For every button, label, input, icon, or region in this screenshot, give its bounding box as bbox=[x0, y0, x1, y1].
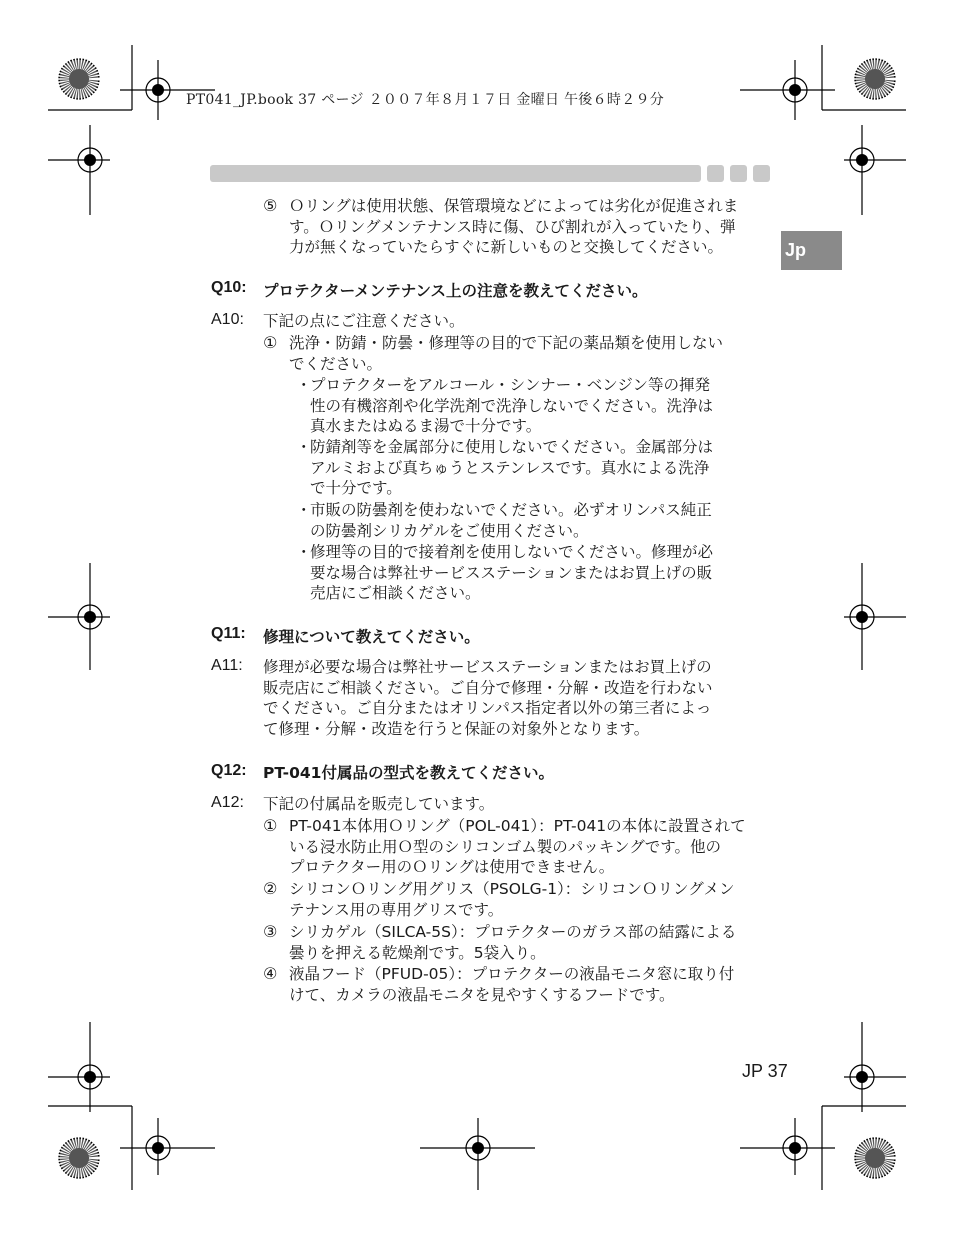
language-tab: Jp bbox=[781, 231, 842, 270]
item-number: ① bbox=[263, 816, 278, 835]
starburst-target-top-right bbox=[855, 59, 895, 99]
section-square bbox=[707, 165, 724, 182]
question-label: Q10: bbox=[211, 279, 247, 296]
question-text: PT-041付属品の型式を教えてください。 bbox=[263, 764, 554, 782]
paragraph: Ｏリングは使用状態、保管環境などによっては劣化が促進されま す。Ｏリングメンテナンス時に傷、ひび割れが入っていたり、弾 力が無くなっていたらすぐに新しいものと交換してください。 bbox=[289, 197, 739, 256]
answer-label: A10: bbox=[211, 311, 244, 328]
item-number: ② bbox=[263, 879, 278, 898]
bullet-item: ・ bbox=[296, 501, 312, 519]
bullet-text: 修理等の目的で接着剤を使用しないでください。修理が必 要な場合は弊社サービスステーションまたはお買上げの販 売店にご相談ください。 bbox=[310, 543, 714, 602]
question-text: プロテクターメンテナンス上の注意を教えてください。 bbox=[263, 282, 648, 300]
bullet-item: ・ bbox=[296, 543, 312, 561]
page-number: JP 37 bbox=[742, 1061, 788, 1081]
starburst-target-bottom-left bbox=[59, 1138, 99, 1178]
bullet-text: プロテクターをアルコール・シンナー・ベンジン等の揮発 性の有機溶剤や化学洗剤で洗浄しないでください。洗浄は 真水またはぬるま湯で十分です。 bbox=[310, 376, 714, 435]
print-header: PT041_JP.book 37 ページ ２００７年８月１７日 金曜日 午後６時２９分 bbox=[186, 92, 665, 108]
item-number: ④ bbox=[263, 964, 278, 983]
paragraph: シリカゲル（SILCA-5S）：プロテクターのガラス部の結露による 曇りを押える乾燥剤です。5袋入り。 bbox=[289, 923, 737, 962]
question-label: Q11: bbox=[211, 625, 246, 642]
answer-intro: 下記の付属品を販売しています。 bbox=[263, 795, 495, 813]
starburst-target-top-left bbox=[59, 59, 99, 99]
paragraph: 液晶フード（PFUD-05）：プロテクターの液晶モニタ窓に取り付 けて、カメラの液晶モニタを見やすくするフードです。 bbox=[289, 965, 735, 1004]
item-number: ⑤ bbox=[263, 196, 278, 215]
item-number: ① bbox=[263, 333, 278, 352]
answer-label: A11: bbox=[211, 657, 243, 674]
section-square bbox=[753, 165, 770, 182]
bullet-text: 市販の防曇剤を使わないでください。必ずオリンパス純正 の防曇剤シリカゲルをご使用ください。 bbox=[310, 501, 712, 540]
question-text: 修理について教えてください。 bbox=[263, 628, 480, 646]
answer-intro: 下記の点にご注意ください。 bbox=[263, 312, 465, 330]
starburst-target-bottom-right bbox=[855, 1138, 895, 1178]
paragraph: 洗浄・防錆・防曇・修理等の目的で下記の薬品類を使用しない でください。 bbox=[289, 334, 724, 373]
question-label: Q12: bbox=[211, 762, 247, 779]
bullet-item: ・ bbox=[296, 438, 312, 456]
bullet-text: 防錆剤等を金属部分に使用しないでください。金属部分は アルミおよび真ちゅうとステンレスです。真水による洗浄 で十分です。 bbox=[310, 438, 714, 497]
paragraph: 修理が必要な場合は弊社サービスステーションまたはお買上げの 販売店にご相談ください。ご自分で修理・分解・改造を行わない でください。ご自分またはオリンパス指定者以外の第三者によっ て修理・分解・改造を行うと保証の対象外となります。 bbox=[263, 658, 713, 738]
paragraph: シリコンＯリング用グリス（PSOLG-1）：シリコンＯリングメン テナンス用の専用グリスです。 bbox=[289, 880, 735, 919]
answer-label: A12: bbox=[211, 794, 244, 811]
section-bar bbox=[210, 165, 701, 182]
section-square bbox=[730, 165, 747, 182]
paragraph: PT-041本体用Ｏリング（POL-041）：PT-041の本体に設置されて いる浸水防止用Ｏ型のシリコンゴム製のパッキングです。他の プロテクター用のＯリングは使用できません。 bbox=[289, 817, 746, 876]
bullet-item: ・ bbox=[296, 376, 312, 394]
item-number: ③ bbox=[263, 922, 278, 941]
